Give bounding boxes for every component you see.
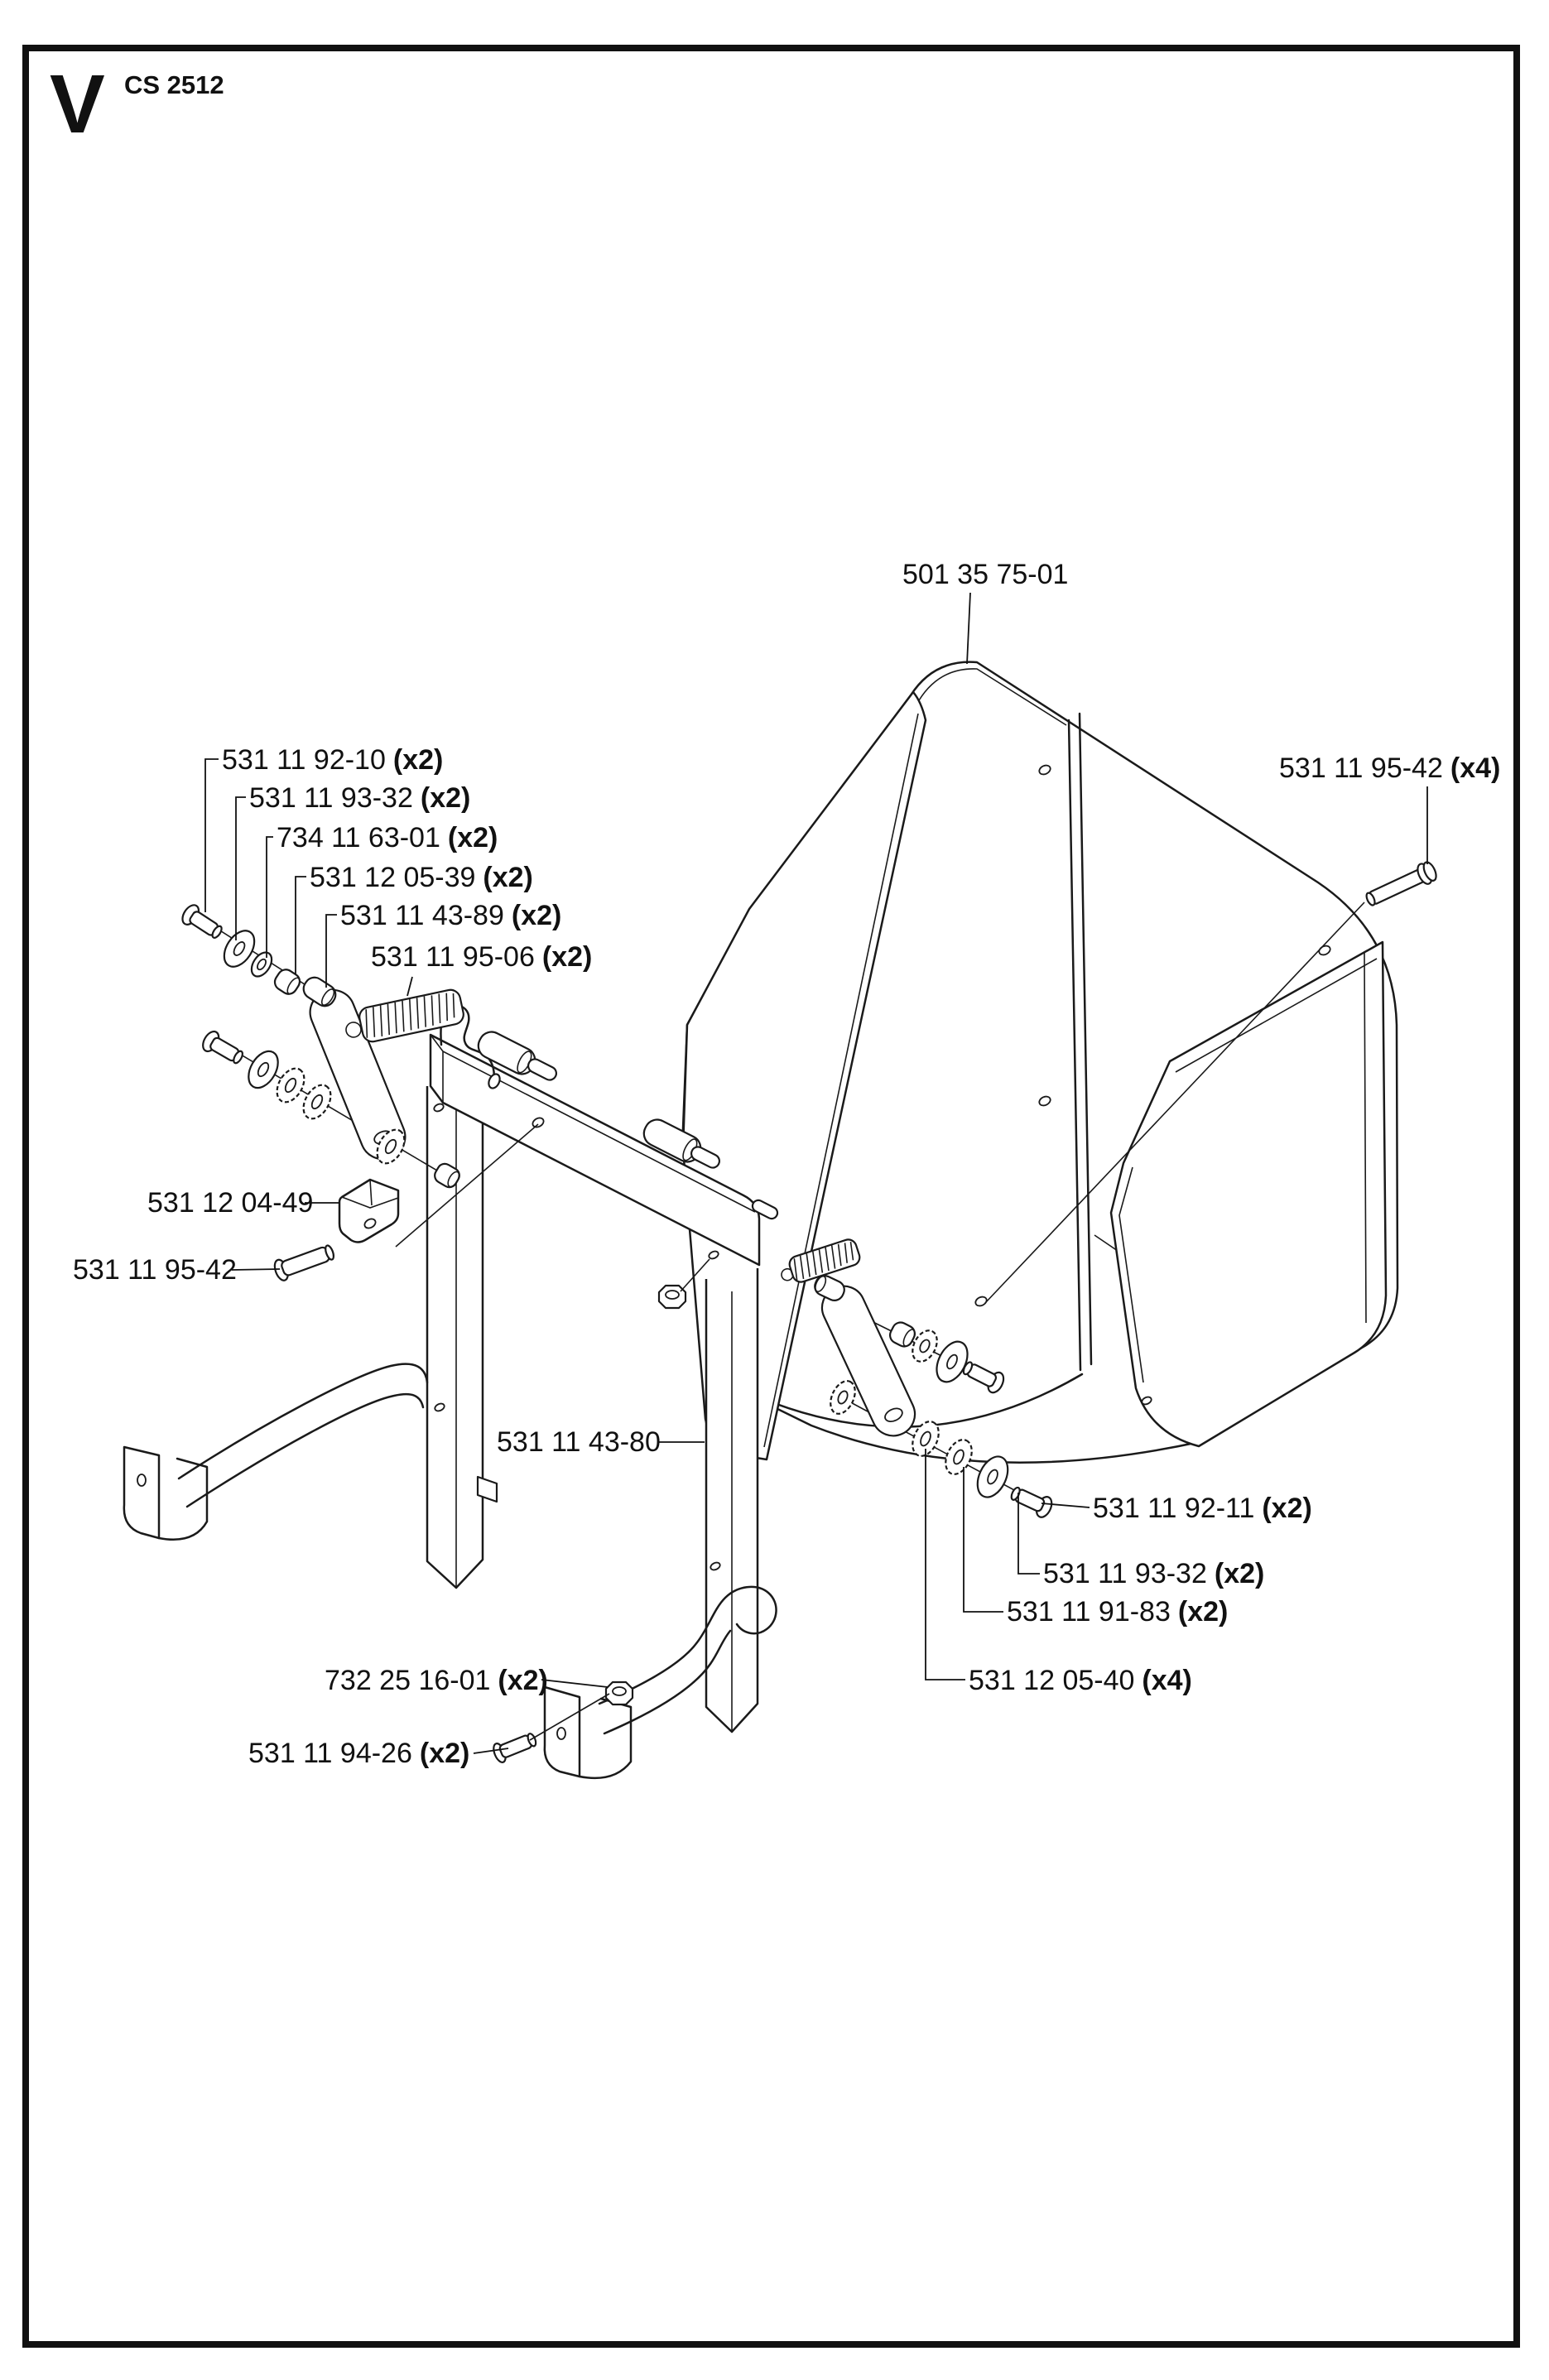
leg-foot-plate xyxy=(124,1447,159,1538)
leg-tube-upper xyxy=(179,1364,427,1478)
callout-screw-right: 531 11 92-11 (x2) xyxy=(1093,1493,1312,1524)
callout-foot-bolt: 531 11 94-26 (x2) xyxy=(248,1738,470,1769)
callout-frame: 531 11 43-80 xyxy=(497,1426,661,1458)
callout-washer-left: 531 11 93-32 (x2) xyxy=(249,782,471,814)
callout-spacer-right: 531 12 05-40 (x4) xyxy=(969,1665,1192,1696)
callout-bracket-bolt: 531 11 95-42 xyxy=(73,1254,237,1286)
callout-spacer-left: 531 12 05-39 (x2) xyxy=(310,862,533,893)
callout-screw-left: 531 11 92-10 (x2) xyxy=(222,744,444,776)
foot-bracket-channel xyxy=(580,1699,631,1778)
flange-nut xyxy=(659,1286,686,1308)
stop-bracket xyxy=(339,1180,398,1243)
bolt xyxy=(272,1241,336,1281)
page-title: CS 2512 xyxy=(124,70,224,99)
flange-nut xyxy=(606,1682,633,1704)
callout-lock-washer-right: 531 11 91-83 (x2) xyxy=(1007,1596,1229,1628)
callout-spring: 531 11 95-06 (x2) xyxy=(371,941,593,973)
foot-bracket-hole xyxy=(557,1728,565,1739)
callout-guard-bolts: 531 11 95-42 (x4) xyxy=(1279,752,1501,784)
screw xyxy=(1008,1483,1055,1520)
callout-foot-nut: 732 25 16-01 (x2) xyxy=(325,1665,548,1696)
callout-washer-right: 531 11 93-32 (x2) xyxy=(1043,1558,1265,1589)
callout-stop-bracket: 531 12 04-49 xyxy=(147,1187,314,1219)
spacer-bushing xyxy=(272,966,303,997)
section-mark: V xyxy=(50,58,105,151)
leg-foot-hole xyxy=(137,1474,146,1486)
callout-link-arm: 531 11 43-89 (x2) xyxy=(340,900,562,931)
rail-roller-pin xyxy=(526,1057,558,1083)
screw xyxy=(179,902,225,943)
guard-bolt xyxy=(1363,859,1439,910)
support-frame xyxy=(124,1006,780,1778)
screw xyxy=(200,1029,246,1069)
callout-guard: 501 35 75-01 xyxy=(902,559,1069,590)
callout-lock-washer-left: 734 11 63-01 (x2) xyxy=(277,822,498,853)
bolt xyxy=(491,1729,538,1764)
lock-washer xyxy=(298,1080,336,1123)
frame-left-post xyxy=(427,1086,483,1588)
